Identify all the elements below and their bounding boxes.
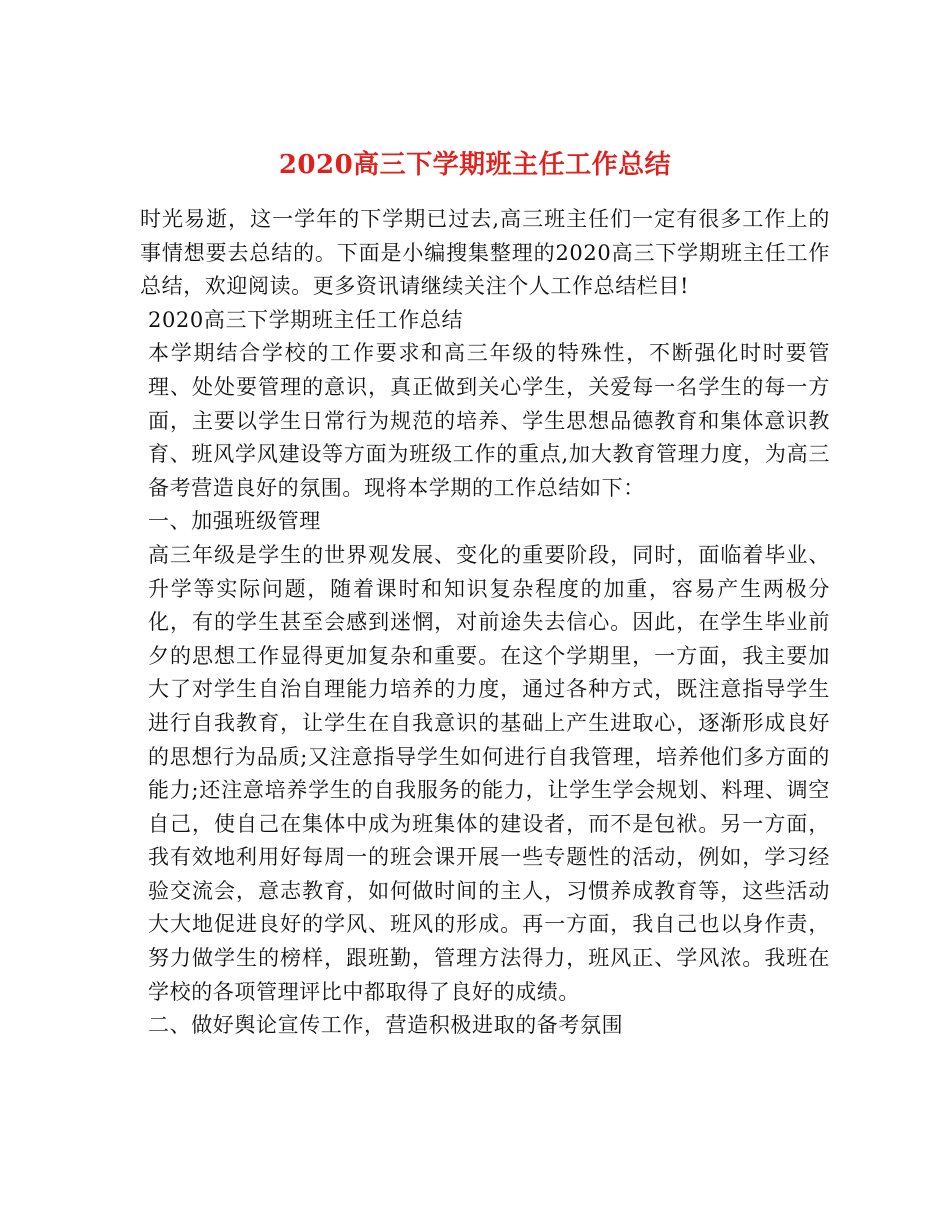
document-body xyxy=(140,203,830,1043)
section-1-paragraph: 高三年级是学生的世界观发展、变化的重要阶段，同时，面临着毕业、升学等实际问题，随着课时和知识复杂程度的加重，容易产生两极分化，有的学生甚至会感到迷惘，对前途失去信心。因此，在学生毕业前夕的思想工作显得更加复杂和重要。在这个学期里，一方面，我主要加大了对学生自治自理能力培养的力度，通过各种方式，既注意指导学生进行自我教育，让学生在自我意识的基础上产生进取心，逐渐形成良好的思想行为品质;又注意指导学生如何进行自我管理，培养他们多方面的能力;还注意培养学生的自我服务的能力，让学生学会规划、料理、调空自己，使自己在集体中成为班集体的建设者，而不是包袱。另一方面，我有效地利用好每周一的班会课开展一些专题性的活动，例如，学习经验交流会，意志教育，如何做时间的主人，习惯养成教育等，这些活动大大地促进良好的学风、班风的形成。再一方面，我自己也以身作责，努力做学生的榜样，跟班勤，管理方法得力，班风正、学风浓。我班在学校的各项管理评比中都取得了良好的成绩。 xyxy=(148,542,830,1004)
subtitle-line: 2020高三下学期班主任工作总结 xyxy=(148,307,464,332)
intro-paragraph: 时光易逝，这一学年的下学期已过去,高三班主任们一定有很多工作上的事情想要去总结的。下面是小编搜集整理的2020高三下学期班主任工作总结，欢迎阅读。更多资讯请继续关注个人工作总结栏目! xyxy=(140,207,830,299)
overview-paragraph: 本学期结合学校的工作要求和高三年级的特殊性，不断强化时时要管理、处处要管理的意识，真正做到关心学生，关爱每一名学生的每一方面，主要以学生日常行为规范的培养、学生思想品德教育和集体意识教育、班风学风建设等方面为班级工作的重点,加大教育管理力度，为高三备考营造良好的氛围。现将本学期的工作总结如下： xyxy=(148,341,830,500)
section-heading-1: 一、加强班级管理 xyxy=(148,509,321,534)
section-heading-2: 二、做好舆论宣传工作，营造积极进取的备考氛围 xyxy=(148,1013,624,1038)
document-title: 2020高三下学期班主任工作总结 xyxy=(278,150,672,181)
